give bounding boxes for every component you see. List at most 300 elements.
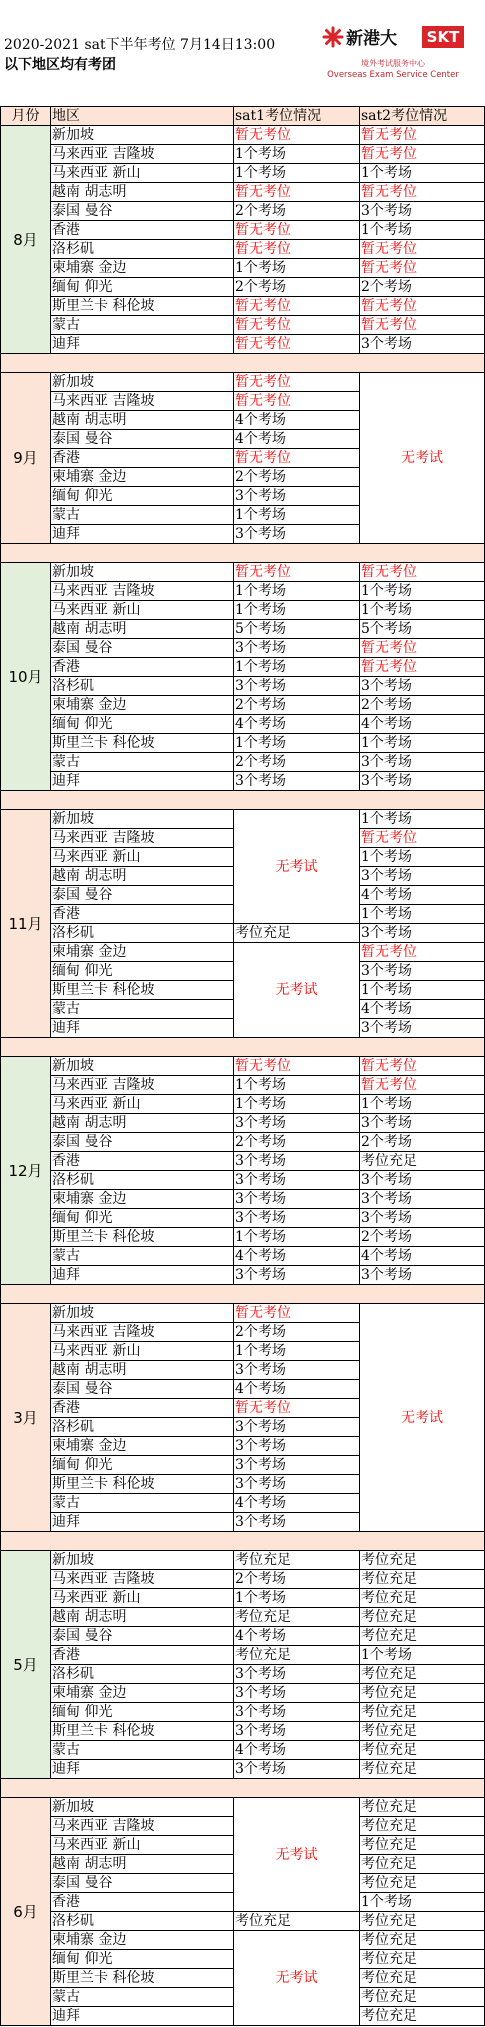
table-row: [1, 753, 485, 772]
region-cell: 马来西亚 新山: [51, 1095, 234, 1114]
spacer-cell: [1, 791, 485, 810]
table-row: [1, 1095, 485, 1114]
sat2-cell: 考位充足: [360, 1684, 485, 1703]
section-spacer: [1, 1779, 485, 1798]
table-row: [1, 1703, 485, 1722]
region-cell: 马来西亚 吉隆坡: [51, 829, 234, 848]
sat2-cell: 考位充足: [360, 1152, 485, 1171]
table-row: [1, 924, 485, 943]
sat1-cell: 3个考场: [234, 1703, 360, 1722]
sat1-cell: 3个考场: [234, 1209, 360, 1228]
schedule-table: [0, 106, 485, 2026]
table-row: [1, 601, 485, 620]
column-header: sat2考位情况: [360, 107, 485, 126]
table-row: [1, 1551, 485, 1570]
sat2-cell: 考位充足: [360, 1608, 485, 1627]
sat2-cell: 考位充足: [360, 1703, 485, 1722]
sat2-cell: 3个考场: [360, 1190, 485, 1209]
table-row: [1, 221, 485, 240]
sat2-cell: 暂无考位: [360, 259, 485, 278]
table-row: [1, 696, 485, 715]
sat1-cell: 考位充足: [234, 924, 360, 943]
table-row: [1, 1266, 485, 1285]
sat1-cell: 4个考场: [234, 715, 360, 734]
sat1-cell: 暂无考位: [234, 240, 360, 259]
region-cell: 柬埔寨 金边: [51, 468, 234, 487]
sat2-cell: 暂无考位: [360, 183, 485, 202]
sat1-cell: 1个考场: [234, 1342, 360, 1361]
region-cell: 缅甸 仰光: [51, 715, 234, 734]
sat1-cell: 1个考场: [234, 582, 360, 601]
table-row: [1, 639, 485, 658]
sat1-cell: 3个考场: [234, 1437, 360, 1456]
region-cell: 洛杉矶: [51, 240, 234, 259]
sat1-cell: 3个考场: [234, 1665, 360, 1684]
region-cell: 马来西亚 新山: [51, 1342, 234, 1361]
spacer-cell: [1, 1779, 485, 1798]
month-label: 6月: [1, 1798, 51, 2026]
sat1-cell: 考位充足: [234, 1912, 360, 1931]
sat2-cell: 暂无考位: [360, 126, 485, 145]
no-exam-cell: 无考试: [234, 1931, 360, 2026]
region-cell: 迪拜: [51, 2007, 234, 2026]
sat2-cell: 1个考场: [360, 1095, 485, 1114]
region-cell: 香港: [51, 1893, 234, 1912]
table-row: [1, 715, 485, 734]
table-row: [1, 1133, 485, 1152]
region-cell: 新加坡: [51, 1551, 234, 1570]
sat1-cell: 2个考场: [234, 468, 360, 487]
region-cell: 香港: [51, 1646, 234, 1665]
sat2-cell: 考位充足: [360, 1969, 485, 1988]
no-exam-cell: 无考试: [360, 1304, 485, 1532]
sat2-cell: 1个考场: [360, 848, 485, 867]
table-row: [1, 1057, 485, 1076]
region-cell: 蒙古: [51, 1247, 234, 1266]
region-cell: 柬埔寨 金边: [51, 696, 234, 715]
region-cell: 越南 胡志明: [51, 183, 234, 202]
region-cell: 柬埔寨 金边: [51, 1684, 234, 1703]
sat1-cell: 3个考场: [234, 1114, 360, 1133]
region-cell: 柬埔寨 金边: [51, 1931, 234, 1950]
sat1-cell: 暂无考位: [234, 392, 360, 411]
region-cell: 蒙古: [51, 506, 234, 525]
sat1-cell: 3个考场: [234, 1152, 360, 1171]
sat2-cell: 暂无考位: [360, 563, 485, 582]
table-row: [1, 1114, 485, 1133]
table-row: [1, 1722, 485, 1741]
sat1-cell: 3个考场: [234, 1361, 360, 1380]
brand-logo: [318, 22, 468, 88]
region-cell: 缅甸 仰光: [51, 962, 234, 981]
region-cell: 迪拜: [51, 1513, 234, 1532]
sat1-cell: 1个考场: [234, 658, 360, 677]
sat1-cell: 3个考场: [234, 772, 360, 791]
sat1-cell: 1个考场: [234, 734, 360, 753]
table-row: [1, 1076, 485, 1095]
table-row: [1, 1152, 485, 1171]
sat2-cell: 暂无考位: [360, 240, 485, 259]
sat2-cell: 考位充足: [360, 1988, 485, 2007]
region-cell: 斯里兰卡 科伦坡: [51, 1228, 234, 1247]
region-cell: 蒙古: [51, 1741, 234, 1760]
sat2-cell: 3个考场: [360, 1019, 485, 1038]
spacer-cell: [1, 1038, 485, 1057]
column-header: sat1考位情况: [234, 107, 360, 126]
month-label: 11月: [1, 810, 51, 1038]
sat1-cell: 5个考场: [234, 620, 360, 639]
section-spacer: [1, 544, 485, 563]
region-cell: 香港: [51, 1399, 234, 1418]
sat2-cell: 1个考场: [360, 734, 485, 753]
sat1-cell: 3个考场: [234, 1684, 360, 1703]
region-cell: 泰国 曼谷: [51, 886, 234, 905]
region-cell: 马来西亚 吉隆坡: [51, 145, 234, 164]
sat2-cell: 3个考场: [360, 1114, 485, 1133]
sat2-cell: 考位充足: [360, 1551, 485, 1570]
region-cell: 越南 胡志明: [51, 620, 234, 639]
sat2-cell: 3个考场: [360, 867, 485, 886]
table-row: [1, 259, 485, 278]
table-row: [1, 1190, 485, 1209]
section-spacer: [1, 354, 485, 373]
sat1-cell: 暂无考位: [234, 335, 360, 354]
region-cell: 洛杉矶: [51, 1418, 234, 1437]
region-cell: 柬埔寨 金边: [51, 1437, 234, 1456]
table-row: [1, 1646, 485, 1665]
logo-subtitle: 境外考试服务中心: [361, 59, 425, 68]
table-row: [1, 1665, 485, 1684]
sat2-cell: 1个考场: [360, 981, 485, 1000]
sat2-cell: 1个考场: [360, 1646, 485, 1665]
sat1-cell: 暂无考位: [234, 221, 360, 240]
header-title: 2020-2021 sat下半年考位 7月14日13:00: [4, 37, 276, 53]
table-row: [1, 1247, 485, 1266]
month-label: 5月: [1, 1551, 51, 1779]
sat2-cell: 3个考场: [360, 1266, 485, 1285]
sat2-cell: 暂无考位: [360, 943, 485, 962]
sat2-cell: 暂无考位: [360, 145, 485, 164]
column-header: 地区: [51, 107, 234, 126]
table-row: [1, 335, 485, 354]
region-cell: 香港: [51, 1152, 234, 1171]
table-row: [1, 677, 485, 696]
table-row: [1, 1760, 485, 1779]
table-row: [1, 1627, 485, 1646]
sat2-cell: 暂无考位: [360, 658, 485, 677]
sat2-cell: 3个考场: [360, 753, 485, 772]
spacer-cell: [1, 1532, 485, 1551]
month-label: 9月: [1, 373, 51, 544]
region-cell: 越南 胡志明: [51, 867, 234, 886]
region-cell: 斯里兰卡 科伦坡: [51, 981, 234, 1000]
sat1-cell: 3个考场: [234, 1190, 360, 1209]
sat1-cell: 3个考场: [234, 1171, 360, 1190]
table-row: [1, 734, 485, 753]
spacer-cell: [1, 354, 485, 373]
sat2-cell: 3个考场: [360, 924, 485, 943]
region-cell: 洛杉矶: [51, 924, 234, 943]
region-cell: 迪拜: [51, 772, 234, 791]
sat2-cell: 暂无考位: [360, 297, 485, 316]
sat2-cell: 5个考场: [360, 620, 485, 639]
sat1-cell: 1个考场: [234, 506, 360, 525]
sat2-cell: 考位充足: [360, 1722, 485, 1741]
month-label: 3月: [1, 1304, 51, 1532]
region-cell: 柬埔寨 金边: [51, 943, 234, 962]
sat1-cell: 4个考场: [234, 1741, 360, 1760]
sat2-cell: 考位充足: [360, 1627, 485, 1646]
no-exam-cell: 无考试: [360, 373, 485, 544]
star-burst-icon: [322, 26, 344, 48]
region-cell: 越南 胡志明: [51, 411, 234, 430]
sat1-cell: 暂无考位: [234, 126, 360, 145]
sat2-cell: 暂无考位: [360, 639, 485, 658]
sat1-cell: 考位充足: [234, 1646, 360, 1665]
sat2-cell: 4个考场: [360, 715, 485, 734]
region-cell: 缅甸 仰光: [51, 1209, 234, 1228]
sat2-cell: 3个考场: [360, 677, 485, 696]
region-cell: 柬埔寨 金边: [51, 1190, 234, 1209]
spacer-cell: [1, 544, 485, 563]
table-row: [1, 1684, 485, 1703]
sat1-cell: 4个考场: [234, 411, 360, 430]
sat2-cell: 暂无考位: [360, 1057, 485, 1076]
table-row: [1, 620, 485, 639]
sat2-cell: 考位充足: [360, 1570, 485, 1589]
month-label: 12月: [1, 1057, 51, 1285]
sat1-cell: 2个考场: [234, 1323, 360, 1342]
sat1-cell: 暂无考位: [234, 373, 360, 392]
sat2-cell: 3个考场: [360, 1171, 485, 1190]
sat1-cell: 1个考场: [234, 145, 360, 164]
sat1-cell: 4个考场: [234, 1627, 360, 1646]
region-cell: 泰国 曼谷: [51, 202, 234, 221]
region-cell: 泰国 曼谷: [51, 1874, 234, 1893]
sat1-cell: 2个考场: [234, 278, 360, 297]
region-cell: 马来西亚 新山: [51, 848, 234, 867]
region-cell: 斯里兰卡 科伦坡: [51, 734, 234, 753]
region-cell: 马来西亚 新山: [51, 1589, 234, 1608]
sat1-cell: 暂无考位: [234, 449, 360, 468]
table-row: [1, 126, 485, 145]
table-row: [1, 1912, 485, 1931]
sat1-cell: 2个考场: [234, 753, 360, 772]
page-header: [0, 0, 485, 106]
region-cell: 泰国 曼谷: [51, 639, 234, 658]
sat2-cell: 1个考场: [360, 164, 485, 183]
region-cell: 洛杉矶: [51, 1665, 234, 1684]
section-spacer: [1, 791, 485, 810]
region-cell: 缅甸 仰光: [51, 1950, 234, 1969]
region-cell: 柬埔寨 金边: [51, 259, 234, 278]
region-cell: 斯里兰卡 科伦坡: [51, 1722, 234, 1741]
region-cell: 洛杉矶: [51, 1171, 234, 1190]
sat2-cell: 3个考场: [360, 962, 485, 981]
region-cell: 缅甸 仰光: [51, 278, 234, 297]
sat2-cell: 考位充足: [360, 1931, 485, 1950]
sat1-cell: 3个考场: [234, 639, 360, 658]
sat1-cell: 4个考场: [234, 430, 360, 449]
table-row: [1, 563, 485, 582]
sat1-cell: 2个考场: [234, 1570, 360, 1589]
table-row: [1, 202, 485, 221]
table-row: [1, 316, 485, 335]
sat1-cell: 1个考场: [234, 1095, 360, 1114]
sat1-cell: 暂无考位: [234, 183, 360, 202]
region-cell: 香港: [51, 221, 234, 240]
sat1-cell: 4个考场: [234, 1247, 360, 1266]
sat1-cell: 暂无考位: [234, 297, 360, 316]
region-cell: 泰国 曼谷: [51, 1380, 234, 1399]
sat2-cell: 考位充足: [360, 1836, 485, 1855]
region-cell: 缅甸 仰光: [51, 487, 234, 506]
column-header: 月份: [1, 107, 51, 126]
sat2-cell: 1个考场: [360, 810, 485, 829]
region-cell: 越南 胡志明: [51, 1608, 234, 1627]
region-cell: 蒙古: [51, 1000, 234, 1019]
table-row: [1, 1589, 485, 1608]
region-cell: 香港: [51, 905, 234, 924]
spacer-cell: [1, 1285, 485, 1304]
region-cell: 蒙古: [51, 1494, 234, 1513]
sat2-cell: 暂无考位: [360, 1076, 485, 1095]
region-cell: 新加坡: [51, 126, 234, 145]
region-cell: 香港: [51, 658, 234, 677]
sat2-cell: 3个考场: [360, 202, 485, 221]
table-row: [1, 943, 485, 962]
sat2-cell: 2个考场: [360, 1133, 485, 1152]
region-cell: 马来西亚 吉隆坡: [51, 392, 234, 411]
table-row: [1, 1209, 485, 1228]
region-cell: 斯里兰卡 科伦坡: [51, 1475, 234, 1494]
table-row: [1, 278, 485, 297]
sat1-cell: 3个考场: [234, 1760, 360, 1779]
table-row: [1, 164, 485, 183]
sat1-cell: 2个考场: [234, 202, 360, 221]
region-cell: 斯里兰卡 科伦坡: [51, 297, 234, 316]
region-cell: 新加坡: [51, 373, 234, 392]
region-cell: 洛杉矶: [51, 1912, 234, 1931]
sat1-cell: 3个考场: [234, 525, 360, 544]
sat2-cell: 2个考场: [360, 696, 485, 715]
sat1-cell: 暂无考位: [234, 1057, 360, 1076]
region-cell: 马来西亚 吉隆坡: [51, 1570, 234, 1589]
sat1-cell: 4个考场: [234, 1380, 360, 1399]
region-cell: 泰国 曼谷: [51, 1627, 234, 1646]
table-row: [1, 1570, 485, 1589]
sat1-cell: 1个考场: [234, 1228, 360, 1247]
sat1-cell: 4个考场: [234, 1494, 360, 1513]
sat2-cell: 3个考场: [360, 1209, 485, 1228]
region-cell: 越南 胡志明: [51, 1855, 234, 1874]
region-cell: 洛杉矶: [51, 677, 234, 696]
month-label: 8月: [1, 126, 51, 354]
region-cell: 缅甸 仰光: [51, 1703, 234, 1722]
table-row: [1, 582, 485, 601]
sat1-cell: 3个考场: [234, 677, 360, 696]
region-cell: 迪拜: [51, 335, 234, 354]
region-cell: 斯里兰卡 科伦坡: [51, 1969, 234, 1988]
sat2-cell: 1个考场: [360, 1893, 485, 1912]
region-cell: 迪拜: [51, 1760, 234, 1779]
sat2-cell: 4个考场: [360, 1000, 485, 1019]
region-cell: 新加坡: [51, 810, 234, 829]
table-row: [1, 810, 485, 829]
region-cell: 马来西亚 新山: [51, 601, 234, 620]
sat2-cell: 3个考场: [360, 772, 485, 791]
sat1-cell: 2个考场: [234, 1133, 360, 1152]
header-subtitle: 以下地区均有考团: [4, 57, 116, 73]
sat1-cell: 3个考场: [234, 1418, 360, 1437]
region-cell: 迪拜: [51, 1019, 234, 1038]
table-row: [1, 1931, 485, 1950]
table-row: [1, 1798, 485, 1817]
sat2-cell: 4个考场: [360, 1247, 485, 1266]
sat2-cell: 暂无考位: [360, 316, 485, 335]
sat2-cell: 考位充足: [360, 1589, 485, 1608]
table-row: [1, 1228, 485, 1247]
sat1-cell: 3个考场: [234, 1266, 360, 1285]
sat1-cell: 暂无考位: [234, 1304, 360, 1323]
sat2-cell: 考位充足: [360, 1874, 485, 1893]
table-row: [1, 1608, 485, 1627]
table-row: [1, 373, 485, 392]
sat1-cell: 暂无考位: [234, 316, 360, 335]
table-row: [1, 772, 485, 791]
sat2-cell: 考位充足: [360, 1817, 485, 1836]
sat1-cell: 1个考场: [234, 259, 360, 278]
sat1-cell: 1个考场: [234, 164, 360, 183]
region-cell: 越南 胡志明: [51, 1114, 234, 1133]
table-row: [1, 1171, 485, 1190]
sat2-cell: 1个考场: [360, 905, 485, 924]
no-exam-cell: 无考试: [234, 810, 360, 924]
region-cell: 新加坡: [51, 563, 234, 582]
table-row: [1, 145, 485, 164]
region-cell: 新加坡: [51, 1304, 234, 1323]
sat2-cell: 3个考场: [360, 335, 485, 354]
sat1-cell: 3个考场: [234, 1475, 360, 1494]
region-cell: 蒙古: [51, 1988, 234, 2007]
region-cell: 越南 胡志明: [51, 1361, 234, 1380]
table-row: [1, 658, 485, 677]
sat1-cell: 2个考场: [234, 696, 360, 715]
table-header-row: [1, 107, 485, 126]
region-cell: 马来西亚 吉隆坡: [51, 1323, 234, 1342]
section-spacer: [1, 1532, 485, 1551]
sat2-cell: 考位充足: [360, 1665, 485, 1684]
region-cell: 蒙古: [51, 316, 234, 335]
sat2-cell: 2个考场: [360, 1228, 485, 1247]
sat2-cell: 4个考场: [360, 886, 485, 905]
region-cell: 蒙古: [51, 753, 234, 772]
sat1-cell: 暂无考位: [234, 1399, 360, 1418]
region-cell: 马来西亚 吉隆坡: [51, 1076, 234, 1095]
region-cell: 泰国 曼谷: [51, 1133, 234, 1152]
sat2-cell: 考位充足: [360, 1798, 485, 1817]
table-row: [1, 297, 485, 316]
sat2-cell: 考位充足: [360, 1950, 485, 1969]
region-cell: 缅甸 仰光: [51, 1456, 234, 1475]
no-exam-cell: 无考试: [234, 1798, 360, 1912]
table-row: [1, 183, 485, 202]
table-row: [1, 240, 485, 259]
sat2-cell: 2个考场: [360, 278, 485, 297]
no-exam-cell: 无考试: [234, 943, 360, 1038]
region-cell: 迪拜: [51, 1266, 234, 1285]
sat2-cell: 考位充足: [360, 2007, 485, 2026]
